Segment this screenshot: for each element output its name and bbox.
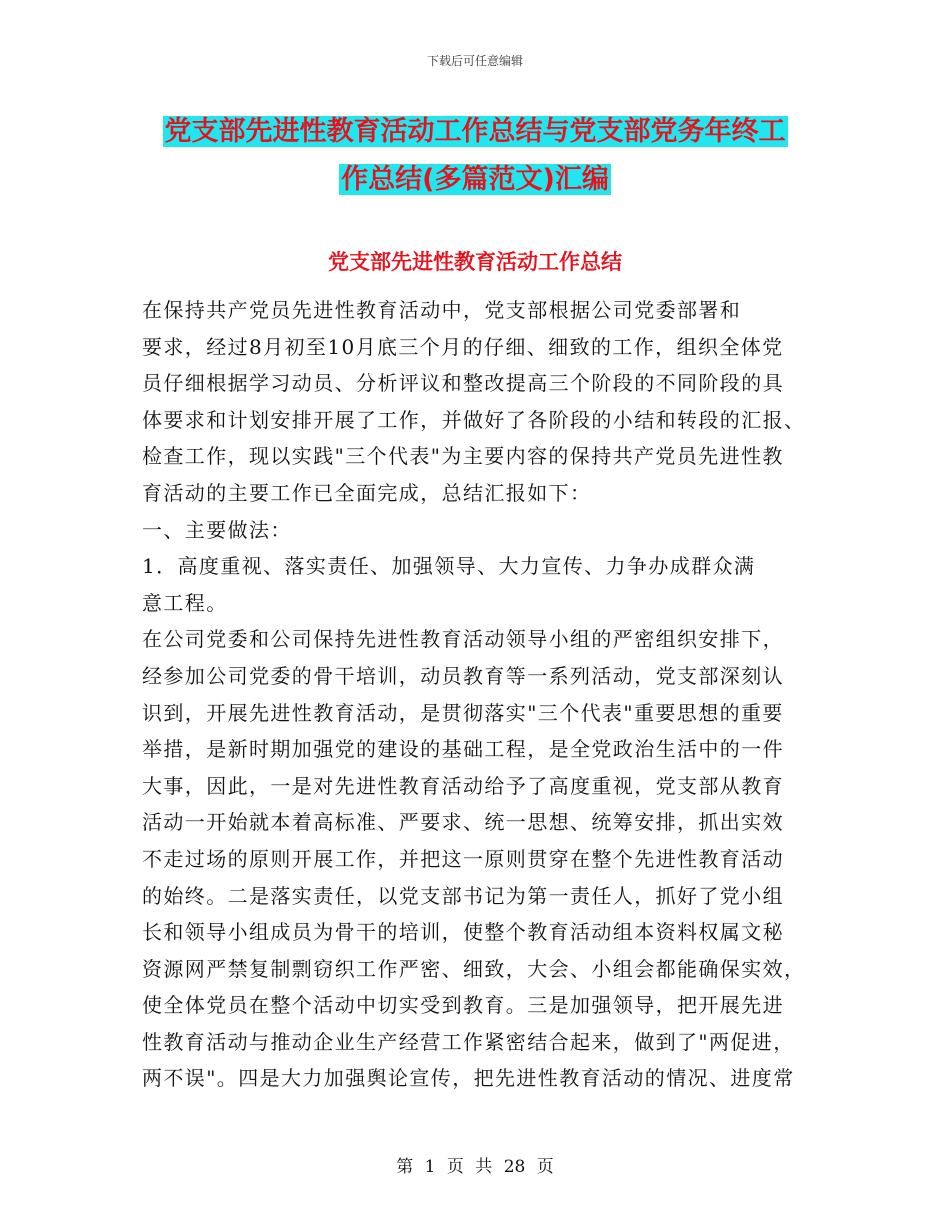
header-note: 下载后可任意编辑 xyxy=(426,54,523,68)
body-line: 在保持共产党员先进性教育活动中，党支部根据公司党委部署和 xyxy=(142,298,742,322)
document-title-line-1: 党支部先进性教育活动工作总结与党支部党务年终工 xyxy=(164,116,786,147)
document-title-line-2: 作总结(多篇范文)汇编 xyxy=(341,164,609,195)
body-line: 员仔细根据学习动员、分析评议和整改提高三个阶段的不同阶段的具 xyxy=(142,371,784,396)
body-line: 长和领导小组成员为骨干的培训，使整个教育活动组本资料权属文秘 xyxy=(142,920,784,945)
document-title xyxy=(0,108,950,204)
body-line: 的始终。二是落实责任，以党支部书记为第一责任人，抓好了党小组 xyxy=(142,883,784,908)
body-line: 经参加公司党委的骨干培训，动员教育等一系列活动，党支部深刻认 xyxy=(142,663,784,688)
body-line: 两不误"。四是大力加强舆论宣传，把先进性教育活动的情况、进度常 xyxy=(142,1066,795,1091)
body-line: 意工程。 xyxy=(142,590,228,615)
body-line: 1．高度重视、落实责任、加强领导、大力宣传、力争办成群众满 xyxy=(142,554,756,579)
body-line: 要求，经过8月初至10月底三个月的仔细、细致的工作，组织全体党 xyxy=(142,334,784,359)
body-line: 性教育活动与推动企业生产经营工作紧密结合起来，做到了"两促进， xyxy=(142,1029,795,1054)
page-footer: 第 1 页 共 28 页 xyxy=(396,1157,554,1177)
body-line: 一、主要做法： xyxy=(142,517,292,542)
body-line: 识到，开展先进性教育活动，是贯彻落实"三个代表"重要思想的重要 xyxy=(142,700,784,725)
body-line: 在公司党委和公司保持先进性教育活动领导小组的严密组织安排下， xyxy=(142,627,784,652)
body-line: 检查工作，现以实践"三个代表"为主要内容的保持共产党员先进性教 xyxy=(142,444,784,469)
body-line: 活动一开始就本着高标准、严要求、统一思想、统筹安排，抓出实效 xyxy=(142,810,784,835)
section-title: 党支部先进性教育活动工作总结 xyxy=(328,250,622,274)
body-line: 举措，是新时期加强党的建设的基础工程，是全党政治生活中的一件 xyxy=(142,737,784,762)
body-line: 育活动的主要工作已全面完成，总结汇报如下： xyxy=(142,480,592,505)
body-line: 不走过场的原则开展工作，并把这一原则贯穿在整个先进性教育活动 xyxy=(142,846,784,871)
body-line: 大事，因此，一是对先进性教育活动给予了高度重视，党支部从教育 xyxy=(142,773,784,798)
body-line: 体要求和计划安排开展了工作，并做好了各阶段的小结和转段的汇报、 xyxy=(142,407,806,432)
body-line: 资源网严禁复制剽窃织工作严密、细致，大会、小组会都能确保实效， xyxy=(142,956,806,981)
body-text xyxy=(142,292,822,1097)
body-line: 使全体党员在整个活动中切实受到教育。三是加强领导，把开展先进 xyxy=(142,993,784,1018)
